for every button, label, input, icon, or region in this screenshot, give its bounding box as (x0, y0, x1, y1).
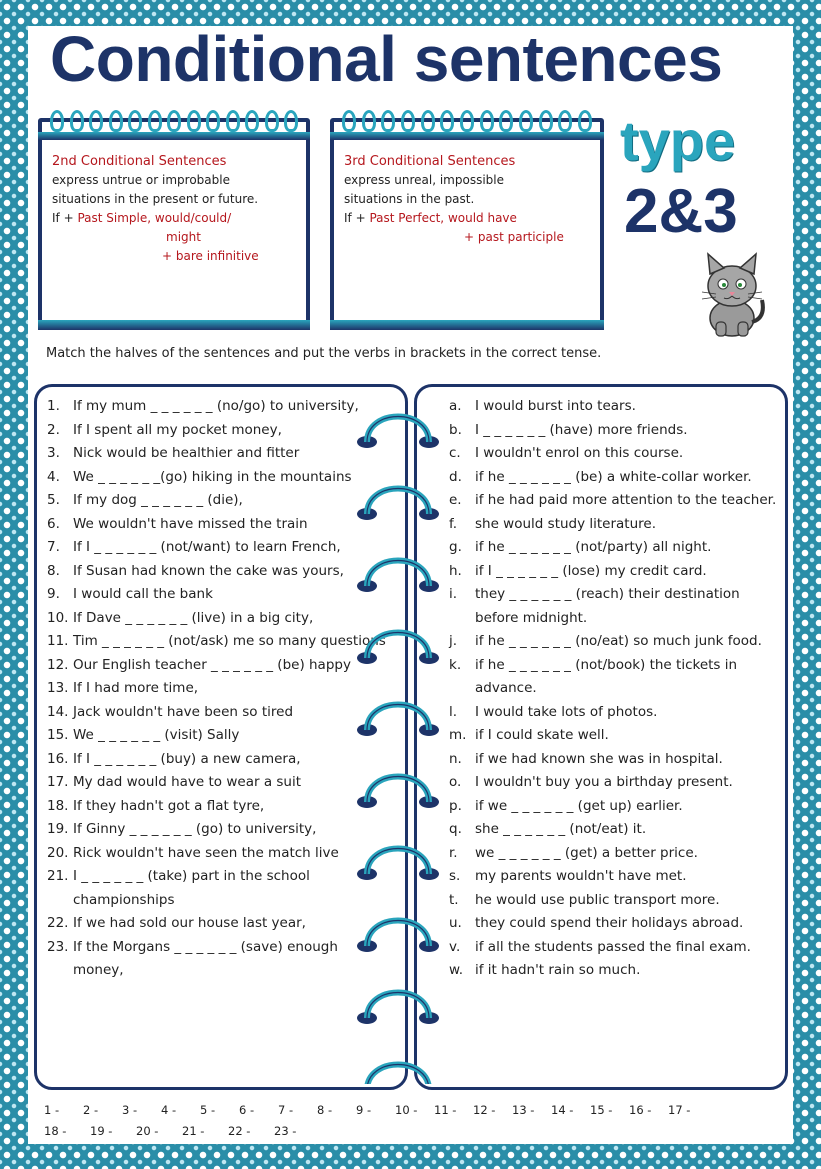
item-number: h. (449, 562, 462, 579)
answer-slot[interactable]: 18 - (44, 1124, 67, 1138)
note-line: situations in the present or future. (52, 192, 259, 206)
page-title: Conditional sentences (50, 23, 723, 95)
item-number: 11. (47, 633, 69, 649)
sentence-item (47, 513, 387, 537)
item-number: 2. (47, 421, 60, 438)
sentence-item (47, 654, 387, 678)
sentence-item (449, 771, 781, 795)
item-number: j. (449, 633, 458, 649)
item-number: 4. (47, 468, 60, 485)
note-formula: Past Simple, would/could/ (77, 211, 232, 225)
answer-slot[interactable]: 13 - (512, 1103, 535, 1117)
item-number: 5. (47, 492, 60, 508)
sentence-item (47, 489, 387, 513)
sentence-item (449, 842, 781, 866)
worksheet (28, 23, 793, 1144)
item-number: 9. (47, 586, 60, 602)
sentence-item (449, 701, 781, 725)
note-line: express untrue or improbable (52, 173, 230, 187)
item-number: 20. (47, 844, 69, 861)
item-number: l. (449, 703, 458, 720)
item-number: e. (449, 492, 462, 508)
item-text: he would use public transport more. (475, 891, 720, 908)
item-text: Our English teacher _ _ _ _ _ _ (be) happy (73, 656, 351, 673)
right-sentence-list (449, 395, 781, 983)
answer-slot[interactable]: 15 - (590, 1103, 613, 1117)
answer-slot[interactable]: 5 - (200, 1103, 216, 1117)
item-number: a. (449, 398, 462, 414)
sentence-item (449, 889, 781, 913)
item-text: if we had known she was in hospital. (475, 750, 723, 767)
sentence-item (449, 560, 781, 584)
item-number: 17. (47, 774, 69, 790)
item-number: v. (449, 938, 461, 955)
item-text: I would burst into tears. (475, 398, 636, 414)
note-formula: + bare infinitive (162, 249, 259, 263)
binder-ring (357, 1065, 439, 1085)
item-number: r. (449, 844, 458, 861)
right-sentence-panel (414, 384, 788, 1090)
sentence-item (449, 395, 781, 419)
answer-slot[interactable]: 1 - (44, 1103, 60, 1117)
item-text: they _ _ _ _ _ _ (reach) their destination before midnight. (475, 586, 740, 626)
item-number: s. (449, 868, 461, 884)
sentence-item (47, 936, 387, 983)
binder-ring (357, 921, 439, 953)
sentence-item (47, 701, 387, 725)
item-number: b. (449, 421, 462, 438)
item-text: if he _ _ _ _ _ _ (not/party) all night. (475, 539, 712, 555)
item-text: If I had more time, (73, 680, 199, 696)
answer-slot[interactable]: 7 - (278, 1103, 294, 1117)
answer-slot[interactable]: 11 - (434, 1103, 457, 1117)
item-text: If they hadn't got a flat tyre, (73, 797, 265, 814)
sentence-item (47, 771, 387, 795)
note-prefix: If + (52, 211, 78, 225)
item-number: 8. (47, 562, 60, 579)
item-text: she would study literature. (475, 515, 657, 532)
answer-slot[interactable]: 8 - (317, 1103, 333, 1117)
binder-ring (357, 849, 439, 881)
binder-ring (357, 417, 439, 449)
sentence-item (47, 560, 387, 584)
item-number: 23. (47, 938, 69, 955)
item-text: If my dog _ _ _ _ _ _ (die), (73, 492, 243, 508)
sentence-item (47, 865, 387, 912)
left-sentence-panel (34, 384, 408, 1090)
sentence-item (47, 442, 387, 466)
sentence-item (449, 724, 781, 748)
item-text: If Dave _ _ _ _ _ _ (live) in a big city, (73, 609, 314, 626)
sentence-item (449, 865, 781, 889)
item-text: if he _ _ _ _ _ _ (be) a white-collar worker. (475, 468, 752, 485)
item-number: n. (449, 750, 462, 767)
item-text: We wouldn't have missed the train (73, 515, 308, 532)
item-number: i. (449, 586, 458, 602)
sentence-item (47, 466, 387, 490)
answer-grid (44, 1100, 784, 1142)
item-number: 19. (47, 821, 69, 837)
item-text: if he _ _ _ _ _ _ (not/book) the tickets in advance. (475, 656, 738, 696)
note-heading: 3rd Conditional Sentences (344, 154, 516, 169)
note-formula: might (166, 230, 201, 244)
item-number: 1. (47, 398, 60, 414)
sentence-item (47, 724, 387, 748)
sentence-item (449, 419, 781, 443)
item-text: If I _ _ _ _ _ _ (not/want) to learn French, (73, 539, 341, 555)
item-text: We _ _ _ _ _ _ (visit) Sally (73, 727, 240, 743)
item-number: 10. (47, 609, 69, 626)
sentence-item (449, 748, 781, 772)
item-number: m. (449, 727, 467, 743)
subtitle-type: type (620, 109, 736, 172)
note-second-conditional (38, 118, 310, 330)
note-spiral-rings (50, 110, 298, 136)
sentence-item (449, 583, 781, 630)
item-text: My dad would have to wear a suit (73, 774, 302, 790)
answer-slot[interactable]: 2 - (83, 1103, 99, 1117)
item-number: 16. (47, 750, 69, 767)
item-text: Jack wouldn't have been so tired (73, 703, 294, 720)
item-text: If I _ _ _ _ _ _ (buy) a new camera, (73, 750, 301, 767)
sentence-item (449, 818, 781, 842)
item-text: if he _ _ _ _ _ _ (no/eat) so much junk food. (475, 633, 762, 649)
sentence-item (449, 466, 781, 490)
item-text: if we _ _ _ _ _ _ (get up) earlier. (475, 797, 683, 814)
item-number: 3. (47, 445, 60, 461)
answer-slot[interactable]: 20 - (136, 1124, 159, 1138)
sentence-item (47, 748, 387, 772)
binder-ring (357, 777, 439, 809)
subtitle-number: 2&3 (624, 177, 738, 246)
item-number: w. (449, 962, 464, 978)
binder-ring (357, 993, 439, 1025)
item-text: If we had sold our house last year, (73, 915, 306, 931)
sentence-item (47, 912, 387, 936)
item-number: g. (449, 539, 462, 555)
note-formula: + past participle (464, 230, 564, 244)
sentence-item (47, 842, 387, 866)
sentence-item (47, 419, 387, 443)
sentence-item (449, 959, 781, 983)
item-number: 21. (47, 868, 69, 884)
sentence-item (47, 607, 387, 631)
sentence-item (449, 936, 781, 960)
item-text: my parents wouldn't have met. (475, 868, 687, 884)
item-text: If I spent all my pocket money, (73, 421, 282, 438)
item-text: they could spend their holidays abroad. (475, 915, 744, 931)
item-number: p. (449, 797, 462, 814)
binder-ring (357, 489, 439, 521)
item-text: I wouldn't buy you a birthday present. (475, 774, 733, 790)
sentence-item (449, 513, 781, 537)
item-number: 7. (47, 539, 60, 555)
binder-ring (357, 633, 439, 665)
item-text: We _ _ _ _ _ _(go) hiking in the mountains (73, 468, 352, 485)
item-number: 12. (47, 656, 69, 673)
answer-slot[interactable]: 17 - (668, 1103, 691, 1117)
answer-slot[interactable]: 23 - (274, 1124, 297, 1138)
answer-slot[interactable]: 10 - (395, 1103, 418, 1117)
binder-ring (357, 561, 439, 593)
item-text: If the Morgans _ _ _ _ _ _ (save) enough money, (73, 938, 338, 978)
answer-row (44, 1100, 784, 1121)
answer-row (44, 1121, 784, 1142)
item-text: if I _ _ _ _ _ _ (lose) my credit card. (475, 562, 707, 579)
item-number: 14. (47, 703, 69, 720)
item-number: 6. (47, 515, 60, 532)
sentence-item (47, 395, 387, 419)
answer-slot[interactable]: 4 - (161, 1103, 177, 1117)
item-text: if he had paid more attention to the teacher. (475, 492, 777, 508)
note-line: situations in the past. (344, 192, 475, 206)
binder-ring (357, 705, 439, 737)
item-number: k. (449, 656, 462, 673)
answer-slot[interactable]: 22 - (228, 1124, 251, 1138)
left-sentence-list (47, 395, 387, 983)
item-text: If Susan had known the cake was yours, (73, 562, 344, 579)
sentence-item (47, 677, 387, 701)
item-text: if it hadn't rain so much. (475, 962, 641, 978)
sentence-item (47, 630, 387, 654)
note-third-conditional (330, 118, 604, 330)
sentence-item (47, 583, 387, 607)
instructions: Match the halves of the sentences and put the verbs in brackets in the correct tense. (46, 346, 602, 361)
item-number: u. (449, 915, 462, 931)
item-text: if I could skate well. (475, 727, 609, 743)
item-text: I would take lots of photos. (475, 703, 658, 720)
answer-slot[interactable]: 12 - (473, 1103, 496, 1117)
sentence-item (449, 795, 781, 819)
item-text: I would call the bank (73, 586, 213, 602)
item-text: Nick would be healthier and fitter (73, 445, 300, 461)
item-text: I wouldn't enrol on this course. (475, 445, 684, 461)
cat-icon (696, 252, 768, 338)
sentence-item (449, 489, 781, 513)
item-text: If my mum _ _ _ _ _ _ (no/go) to university, (73, 398, 359, 414)
item-number: o. (449, 774, 462, 790)
item-number: 22. (47, 915, 69, 931)
item-number: 18. (47, 797, 69, 814)
item-number: c. (449, 445, 461, 461)
answer-slot[interactable]: 19 - (90, 1124, 113, 1138)
note-heading: 2nd Conditional Sentences (52, 154, 227, 169)
sentence-item (449, 654, 781, 701)
item-number: f. (449, 515, 458, 532)
item-number: t. (449, 891, 459, 908)
sentence-item (449, 630, 781, 654)
item-number: d. (449, 468, 462, 485)
item-text: Tim _ _ _ _ _ _ (not/ask) me so many questions (73, 633, 386, 649)
sentence-item (47, 795, 387, 819)
item-text: Rick wouldn't have seen the match live (73, 844, 339, 861)
answer-slot[interactable]: 21 - (182, 1124, 205, 1138)
sentence-item (449, 912, 781, 936)
item-number: 13. (47, 680, 69, 696)
item-text: If Ginny _ _ _ _ _ _ (go) to university, (73, 821, 317, 837)
item-number: 15. (47, 727, 69, 743)
item-text: I _ _ _ _ _ _ (take) part in the school championships (73, 868, 310, 908)
item-text: I _ _ _ _ _ _ (have) more friends. (475, 421, 688, 438)
binder-rings (353, 394, 443, 1084)
item-text: if all the students passed the final exam. (475, 938, 751, 955)
note-formula: Past Perfect, would have (369, 211, 517, 225)
answer-slot[interactable]: 6 - (239, 1103, 255, 1117)
sentence-item (47, 818, 387, 842)
note-spiral-rings (342, 110, 592, 136)
sentence-item (449, 536, 781, 560)
answer-slot[interactable]: 9 - (356, 1103, 372, 1117)
note-prefix: If + (344, 211, 370, 225)
item-number: q. (449, 821, 462, 837)
answer-slot[interactable]: 14 - (551, 1103, 574, 1117)
item-text: we _ _ _ _ _ _ (get) a better price. (475, 844, 698, 861)
sentence-item (47, 536, 387, 560)
item-text: she _ _ _ _ _ _ (not/eat) it. (475, 821, 647, 837)
answer-slot[interactable]: 3 - (122, 1103, 138, 1117)
answer-slot[interactable]: 16 - (629, 1103, 652, 1117)
note-line: express unreal, impossible (344, 173, 504, 187)
sentence-item (449, 442, 781, 466)
